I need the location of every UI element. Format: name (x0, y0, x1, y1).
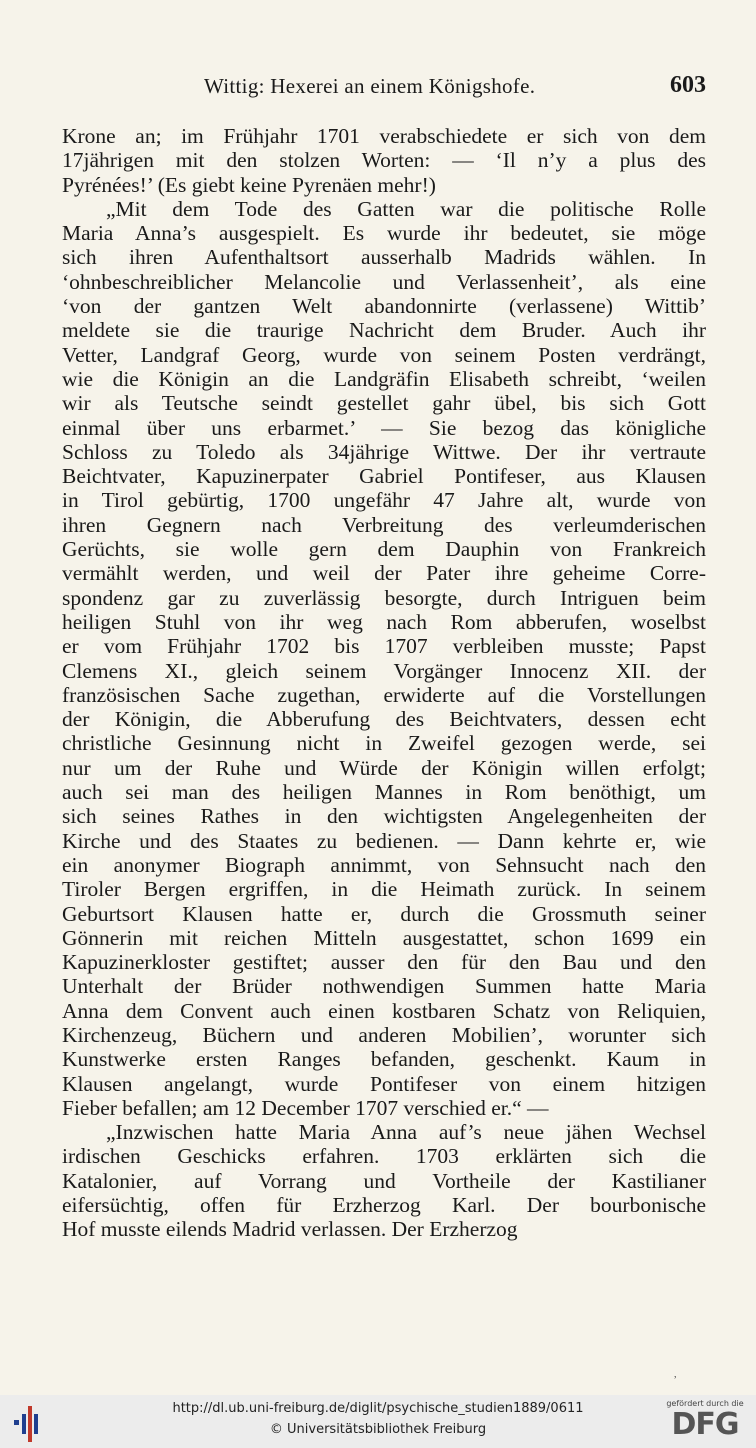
text-line: Klausen angelangt, wurde Pontifeser von einem hitzigen (62, 1071, 706, 1096)
text-line: er vom Frühjahr 1702 bis 1707 verbleiben musste; Papst (62, 634, 706, 659)
text-line: Vetter, Landgraf Georg, wurde von seinem Posten verdrängt, (62, 342, 706, 367)
permalink-url[interactable]: http://dl.ub.uni-freiburg.de/diglit/psychische_studien1889/0611 (172, 1401, 584, 1416)
text-line: spondenz gar zu zuverlässig besorgte, durch Intriguen beim (62, 585, 706, 610)
text-line: Anna dem Convent auch einen kostbaren Schatz von Reliquien, (62, 998, 706, 1023)
text-line: ein anonymer Biograph annimmt, von Sehnsucht nach den (62, 852, 706, 877)
text-line: nur um der Ruhe und Würde der Königin willen erfolgt; (62, 755, 706, 780)
text-line: Hof musste eilends Madrid verlassen. Der Erzherzog (62, 1217, 518, 1242)
text-line: Krone an; im Frühjahr 1701 verabschiedete er sich von dem (62, 124, 706, 148)
dfg-logo-icon (664, 1399, 746, 1445)
text-line: Fieber befallen; am 12 December 1707 verschied er.“ — (62, 1095, 549, 1120)
text-line: einmal über uns erbarmet.’ — Sie bezog das königliche (62, 415, 706, 440)
body-text (62, 124, 706, 1242)
text-line: ‘von der gantzen Welt abandonnirte (verlassene) Wittib’ (62, 294, 706, 319)
text-line: christliche Gesinnung nicht in Zweifel gezogen werde, sei (62, 731, 706, 756)
text-line: Katalonier, auf Vorrang und Vortheile der Kastilianer (62, 1168, 706, 1193)
text-line: in Tirol gebürtig, 1700 ungefähr 47 Jahre alt, wurde von (62, 488, 706, 513)
text-line: Kunstwerke ersten Ranges befanden, geschenkt. Kaum in (62, 1047, 706, 1072)
text-line: auch sei man des heiligen Mannes in Rom benöthigt, um (62, 780, 706, 805)
text-line: sich ihren Aufenthaltsort ausserhalb Madrids wählen. In (62, 245, 706, 270)
text-line: irdischen Geschicks erfahren. 1703 erklärten sich die (62, 1144, 706, 1169)
text-line: vermählt werden, und weil der Pater ihre geheime Corre- (62, 561, 706, 586)
text-line: Gerüchts, sie wolle gern dem Dauphin von Frankreich (62, 537, 706, 562)
text-line: Kapuzinerkloster gestiftet; ausser den für den Bau und den (62, 950, 706, 975)
text-line: 17jährigen mit den stolzen Worten: — ‘Il n’y a plus des (62, 148, 706, 173)
text-line: Kirche und des Staates zu bedienen. — Dann kehrte er, wie (62, 828, 706, 853)
text-line: wir als Teutsche seindt gestellet gahr übel, bis sich Gott (62, 391, 706, 416)
viewer-footer (0, 1395, 756, 1448)
text-line: Tiroler Bergen ergriffen, in die Heimath zurück. In seinem (62, 877, 706, 902)
text-line: eifersüchtig, offen für Erzherzog Karl. Der bourbonische (62, 1193, 706, 1218)
running-title: Wittig: Hexerei an einem Königshofe. (204, 74, 536, 98)
text-line: der Königin, die Abberufung des Beichtvaters, dessen echt (62, 707, 706, 732)
text-line: Unterhalt der Brüder nothwendigen Summen hatte Maria (62, 974, 706, 999)
text-line: Pyrénées!’ (Es giebt keine Pyrenäen mehr!) (62, 172, 436, 197)
text-line: ‘ohnbeschreiblicher Melancolie und Verlassenheit’, als eine (62, 269, 706, 294)
text-line: Geburtsort Klausen hatte er, durch die Grossmuth seiner (62, 901, 706, 926)
dfg-wordmark: DFG (671, 1407, 739, 1442)
text-line: Gönnerin mit reichen Mitteln ausgestattet, schon 1699 ein (62, 925, 706, 950)
dfg-caption: gefördert durch die (666, 1399, 744, 1408)
text-line: heiligen Stuhl von ihr weg nach Rom abberufen, woselbst (62, 609, 706, 634)
text-line: „Inzwischen hatte Maria Anna auf’s neue jähen Wechsel (106, 1120, 706, 1145)
text-line: Beichtvater, Kapuzinerpater Gabriel Pontifeser, aus Klausen (62, 464, 706, 489)
text-line: Clemens XI., gleich seinem Vorgänger Innocenz XII. der (62, 658, 706, 683)
text-line: sich seines Rathes in den wichtigsten Angelegenheiten der (62, 804, 706, 829)
text-line: meldete sie die traurige Nachricht dem Bruder. Auch ihr (62, 318, 706, 343)
text-line: ihren Gegnern nach Verbreitung des verleumderischen (62, 512, 706, 537)
copyright-notice: © Universitätsbibliothek Freiburg (269, 1422, 487, 1437)
text-line: „Mit dem Tode des Gatten war die politische Rolle (106, 196, 706, 221)
text-line: Maria Anna’s ausgespielt. Es wurde ihr bedeutet, sie möge (62, 221, 706, 246)
text-line: wie die Königin an die Landgräfin Elisabeth schreibt, ‘weilen (62, 366, 706, 391)
text-line: Schloss zu Toledo als 34jährige Wittwe. Der ihr vertraute (62, 439, 706, 464)
text-line: französischen Sache zugethan, erwiderte auf die Vorstellungen (62, 682, 706, 707)
text-line: Kirchenzeug, Büchern und anderen Mobilien’, worunter sich (62, 1022, 706, 1047)
page-header (62, 72, 706, 106)
page-number: 603 (670, 72, 706, 98)
scan-speck: , (674, 1369, 677, 1380)
